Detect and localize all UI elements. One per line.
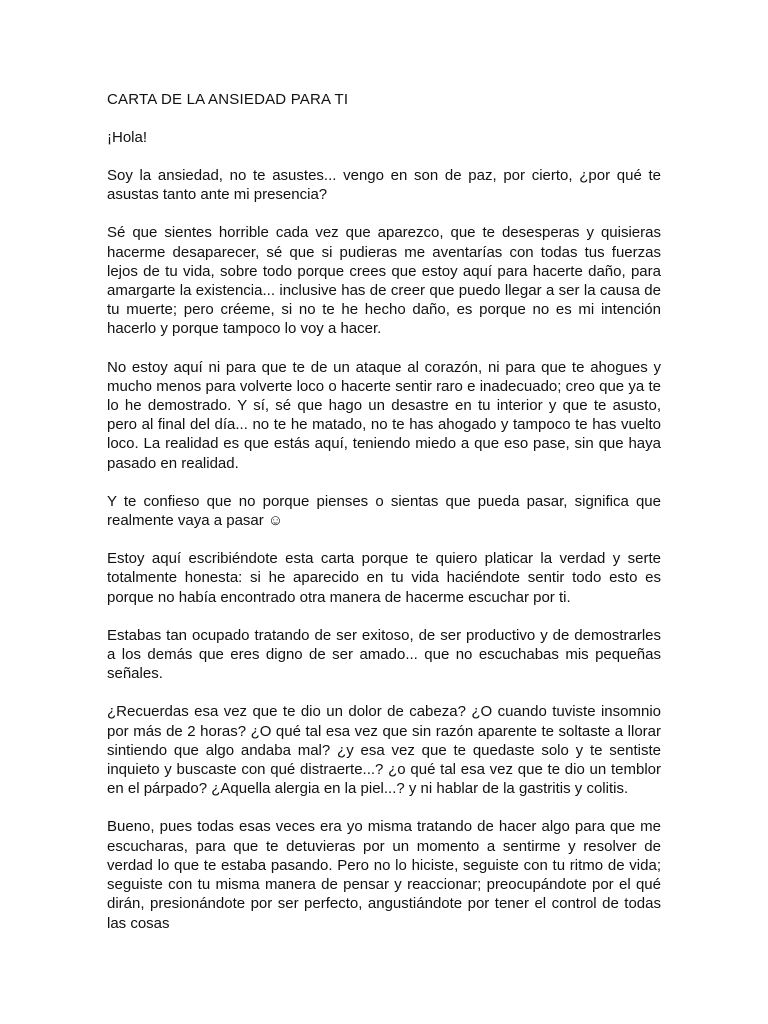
letter-page bbox=[107, 90, 661, 952]
paragraph-6: Estabas tan ocupado tratando de ser exitoso, de ser productivo y de demostrarles a los demás que eres digno de ser amado... que no escuchabas mis pequeñas señales. bbox=[107, 626, 661, 683]
paragraph-7: ¿Recuerdas esa vez que te dio un dolor de cabeza? ¿O cuando tuviste insomnio por más de 2 horas? ¿O qué tal esa vez que sin razón aparente te soltaste a llorar sintiendo que algo andaba mal? ¿y esa vez que te quedaste solo y te sentiste inquieto y buscaste con qué distraerte...? ¿o qué tal esa vez que te dio un temblor en el párpado? ¿Aquella alergia en la piel...? y ni hablar de la gastritis y colitis. bbox=[107, 703, 661, 798]
paragraph-5: Estoy aquí escribiéndote esta carta porque te quiero platicar la verdad y serte totalmente honesta: si he aparecido en tu vida haciéndote sentir todo esto es porque no había encontrado otra manera de hacerme escuchar por ti. bbox=[107, 550, 661, 606]
paragraph-1: Soy la ansiedad, no te asustes... vengo en son de paz, por cierto, ¿por qué te asustas tanto ante mi presencia? bbox=[107, 167, 661, 204]
letter-greeting: ¡Hola! bbox=[107, 129, 148, 146]
paragraph-8: Bueno, pues todas esas veces era yo misma tratando de hacer algo para que me escucharas, para que te detuvieras por un momento a sentirme y resolver de verdad lo que te estaba pasando. Pero no lo hiciste, seguiste con tu ritmo de vida; seguiste con tu misma manera de pensar y reaccionar; preocupándote por el qué dirán, presionándote por ser perfecto, angustiándote por tener el control de todas las cosas bbox=[107, 818, 661, 932]
letter-title: CARTA DE LA ANSIEDAD PARA TI bbox=[107, 91, 349, 108]
paragraph-2: Sé que sientes horrible cada vez que aparezco, que te desesperas y quisieras hacerme desaparecer, sé que si pudieras me aventarías con todas tus fuerzas lejos de tu vida, sobre todo porque crees que estoy aquí para hacerte daño, para amargarte la existencia... inclusive has de creer que puedo llegar a ser la causa de tu muerte; pero créeme, si no te he hecho daño, es porque no es mi intención hacerlo y porque tampoco lo voy a hacer. bbox=[107, 224, 661, 338]
paragraph-4: Y te confieso que no porque pienses o sientas que pueda pasar, significa que realmente vaya a pasar ☺ bbox=[107, 492, 661, 530]
paragraph-3: No estoy aquí ni para que te de un ataque al corazón, ni para que te ahogues y mucho menos para volverte loco o hacerte sentir raro e inadecuado; creo que ya te lo he demostrado. Y sí, sé que hago un desastre en tu interior y que te asusto, pero al final del día... no te he matado, no te has ahogado y tampoco te has vuelto loco. La realidad es que estás aquí, teniendo miedo a que eso pase, sin que haya pasado en realidad. bbox=[107, 358, 661, 472]
